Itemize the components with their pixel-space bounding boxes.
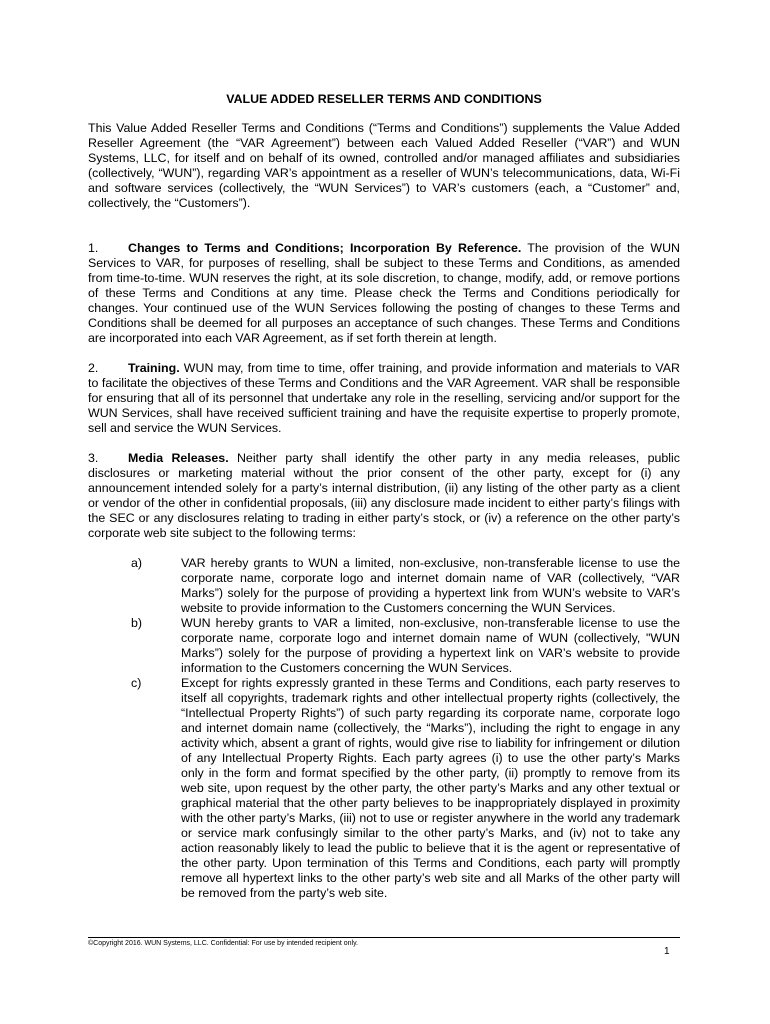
section-1 <box>88 241 680 346</box>
section-text: Neither party shall identify the other party in any media releases, public disclosures or marketing material without the prior consent of the other party, except for (i) any announcement intended solely for a party’s internal distribution, (ii) any listing of the other party as a client or vendor of the other in confidential proposals, (iii) any disclosure made incident to either party’s filings with the SEC or any disclosures relating to trading in either party’s stock, or (iv) a reference on the other party’s corporate web site subject to the following terms: <box>88 451 680 540</box>
section-heading: Changes to Terms and Conditions; Incorporation By Reference. <box>128 241 522 255</box>
section-text: The provision of the WUN Services to VAR, for purposes of reselling, shall be subject to these Terms and Conditions, as amended from time-to-time. WUN reserves the right, at its sole discretion, to change, modify, add, or remove portions of these Terms and Conditions at any time. Please check the Terms and Conditions periodically for changes. Your continued use of the WUN Services following the posting of changes to these Terms and Conditions shall be deemed for all purposes an acceptance of such changes. These Terms and Conditions are incorporated into each VAR Agreement, as if set forth therein at length. <box>88 241 680 345</box>
list-item <box>88 556 680 616</box>
list-item-label: b) <box>131 616 143 630</box>
document-page <box>88 92 680 901</box>
list-item-text: VAR hereby grants to WUN a limited, non-exclusive, non-transferable license to use the corporate name, corporate logo and internet domain name of VAR (collectively, “VAR Marks”) solely for the purpose of providing a hypertext link from WUN’s website to VAR’s website to provide information to the Customers concerning the WUN Services. <box>181 556 680 615</box>
page-number: 1 <box>664 946 670 957</box>
section-heading: Media Releases. <box>128 451 229 465</box>
list-item-label: c) <box>131 676 142 690</box>
list-item <box>88 676 680 901</box>
document-title: VALUE ADDED RESELLER TERMS AND CONDITIONS <box>226 92 542 106</box>
intro-paragraph: This Value Added Reseller Terms and Conditions (“Terms and Conditions”) supplements the Value Added Reseller Agreement (the “VAR Agreement”) between each Valued Added Reseller (“VAR”) and WUN Systems, LLC, for itself and on behalf of its owned, controlled and/or managed affiliates and subsidiaries (collectively, “WUN”), regarding VAR’s appointment as a reseller of WUN’s telecommunications, data, Wi-Fi and software services (collectively, the “WUN Services”) to VAR’s customers (each, a “Customer” and, collectively, the “Customers”). <box>88 121 680 210</box>
section-2 <box>88 361 680 436</box>
list-item-text: WUN hereby grants to VAR a limited, non-exclusive, non-transferable license to use the corporate name, corporate logo and internet domain name of WUN (collectively, "WUN Marks”) solely for the purpose of providing a hypertext link on VAR’s website to provide information to the Customers concerning the WUN Services. <box>181 616 680 675</box>
footer-copyright: ©Copyright 2016. WUN Systems, LLC. Confidential: For use by intended recipient only. <box>88 940 358 947</box>
media-terms-list <box>88 556 680 901</box>
section-number: 3. <box>88 451 99 465</box>
section-3 <box>88 451 680 541</box>
section-text: WUN may, from time to time, offer training, and provide information and materials to VAR to facilitate the objectives of these Terms and Conditions and the VAR Agreement. VAR shall be responsible for ensuring that all of its personnel that undertake any role in the reselling, servicing and/or support for the WUN Services, shall have received sufficient training and have the requisite expertise to properly promote, sell and service the WUN Services. <box>88 361 680 435</box>
list-item-text: Except for rights expressly granted in these Terms and Conditions, each party reserves to itself all copyrights, trademark rights and other intellectual property rights (collectively, the “Intellectual Property Rights”) of such party regarding its corporate name, corporate logo and internet domain name (collectively, the “Marks”), including the right to engage in any activity which, absent a grant of rights, would give rise to liability for infringement or dilution of any Intellectual Property Rights. Each party agrees (i) to use the other party’s Marks only in the form and format specified by the other party, (ii) promptly to remove from its web site, upon request by the other party, the other party’s Marks and any other textual or graphical material that the other party believes to be inappropriately displayed in proximity with the other party’s Marks, (iii) not to use or register anywhere in the world any trademark or service mark confusingly similar to the other party’s Marks, and (iv) not to take any action reasonably likely to lead the public to believe that it is the agent or representative of the other party. Upon termination of this Terms and Conditions, each party will promptly remove all hypertext links to the other party’s web site and all Marks of the other party will be removed from the party’s web site. <box>181 676 680 900</box>
section-heading: Training. <box>128 361 180 375</box>
section-number: 2. <box>88 361 99 375</box>
footer-divider <box>88 937 680 938</box>
list-item <box>88 616 680 676</box>
list-item-label: a) <box>131 556 143 570</box>
section-number: 1. <box>88 241 99 255</box>
